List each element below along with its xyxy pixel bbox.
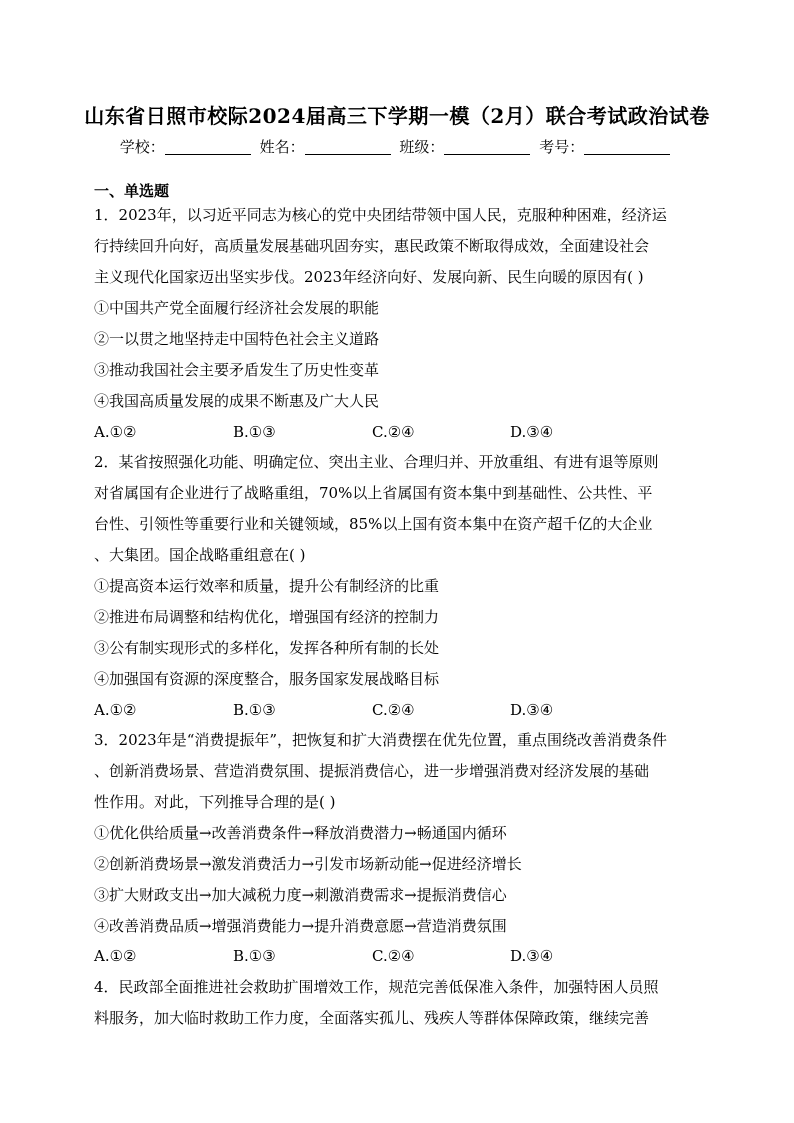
question-1-line: 1．2023年，以习近平同志为核心的党中央团结带领中国人民，克服种种困难，经济运 <box>94 206 667 224</box>
question-3-item: ④改善消费品质→增强消费能力→提升消费意愿→营造消费氛围 <box>94 917 507 935</box>
question-4-line: 料服务，加大临时救助工作力度，全面落实孤儿、残疾人等群体保障政策，继续完善 <box>94 1009 650 1027</box>
school-label: 学校： <box>119 138 165 156</box>
exam-title: 山东省日照市校际2024届高三下学期一模（2月）联合考试政治试卷 <box>84 104 710 128</box>
question-3-line: 、创新消费场景、营造消费氛围、提振消费信心，进一步增强消费对经济发展的基础 <box>94 762 650 780</box>
question-3-item: ①优化供给质量→改善消费条件→释放消费潜力→畅通国内循环 <box>94 824 507 842</box>
option-a[interactable]: A.①② <box>94 423 137 441</box>
option-c[interactable]: C.②④ <box>372 701 415 719</box>
option-a[interactable]: A.①② <box>94 701 137 719</box>
number-label: 考号： <box>539 138 585 156</box>
question-3-line: 3．2023年是“消费提振年”，把恢复和扩大消费摆在优先位置，重点围绕改善消费条件 <box>94 731 668 749</box>
question-1-item: ④我国高质量发展的成果不断惠及广大人民 <box>94 392 380 410</box>
option-c[interactable]: C.②④ <box>372 947 415 965</box>
question-1-item: ①中国共产党全面履行经济社会发展的职能 <box>94 299 380 317</box>
question-1-line: 行持续回升向好，高质量发展基础巩固夯实，惠民政策不断取得成效，全面建设社会 <box>94 237 650 255</box>
question-1-line: 主义现代化国家迈出坚实步伐。2023年经济向好、发展向新、民生向暖的原因有( ) <box>94 268 644 286</box>
section-heading: 一、单选题 <box>94 182 170 200</box>
question-2-line: 台性、引领性等重要行业和关键领域，85%以上国有资本集中在资产超千亿的大企业 <box>94 515 653 533</box>
name-label: 姓名： <box>259 138 305 156</box>
student-info-row <box>0 136 794 157</box>
question-2-item: ②推进布局调整和结构优化，增强国有经济的控制力 <box>94 608 440 626</box>
class-label: 班级： <box>399 138 445 156</box>
question-1-item: ③推动我国社会主要矛盾发生了历史性变革 <box>94 361 380 379</box>
question-3-item: ②创新消费场景→激发消费活力→引发市场新动能→促进经济增长 <box>94 855 522 873</box>
option-a[interactable]: A.①② <box>94 947 137 965</box>
option-b[interactable]: B.①③ <box>233 947 276 965</box>
option-d[interactable]: D.③④ <box>510 947 554 965</box>
question-1-item: ②一以贯之地坚持走中国特色社会主义道路 <box>94 330 380 348</box>
option-b[interactable]: B.①③ <box>233 701 276 719</box>
option-c[interactable]: C.②④ <box>372 423 415 441</box>
question-4-line: 4．民政部全面推进社会救助扩围增效工作，规范完善低保准入条件，加强特困人员照 <box>94 978 659 996</box>
question-2-line: 对省属国有企业进行了战略重组，70%以上省属国有资本集中到基础性、公共性、平 <box>94 484 653 502</box>
question-2-line: 、大集团。国企战略重组意在( ) <box>94 546 306 564</box>
question-3-line: 性作用。对此，下列推导合理的是( ) <box>94 793 336 811</box>
option-d[interactable]: D.③④ <box>510 701 554 719</box>
school-blank[interactable] <box>165 140 251 155</box>
option-d[interactable]: D.③④ <box>510 423 554 441</box>
class-blank[interactable] <box>444 140 530 155</box>
question-2-item: ③公有制实现形式的多样化，发挥各种所有制的长处 <box>94 639 440 657</box>
question-2-item: ①提高资本运行效率和质量，提升公有制经济的比重 <box>94 577 440 595</box>
option-b[interactable]: B.①③ <box>233 423 276 441</box>
number-blank[interactable] <box>584 140 670 155</box>
question-3-item: ③扩大财政支出→加大减税力度→刺激消费需求→提振消费信心 <box>94 886 507 904</box>
name-blank[interactable] <box>305 140 391 155</box>
question-2-item: ④加强国有资源的深度整合，服务国家发展战略目标 <box>94 670 440 688</box>
question-2-line: 2．某省按照强化功能、明确定位、突出主业、合理归并、开放重组、有进有退等原则 <box>94 453 659 471</box>
